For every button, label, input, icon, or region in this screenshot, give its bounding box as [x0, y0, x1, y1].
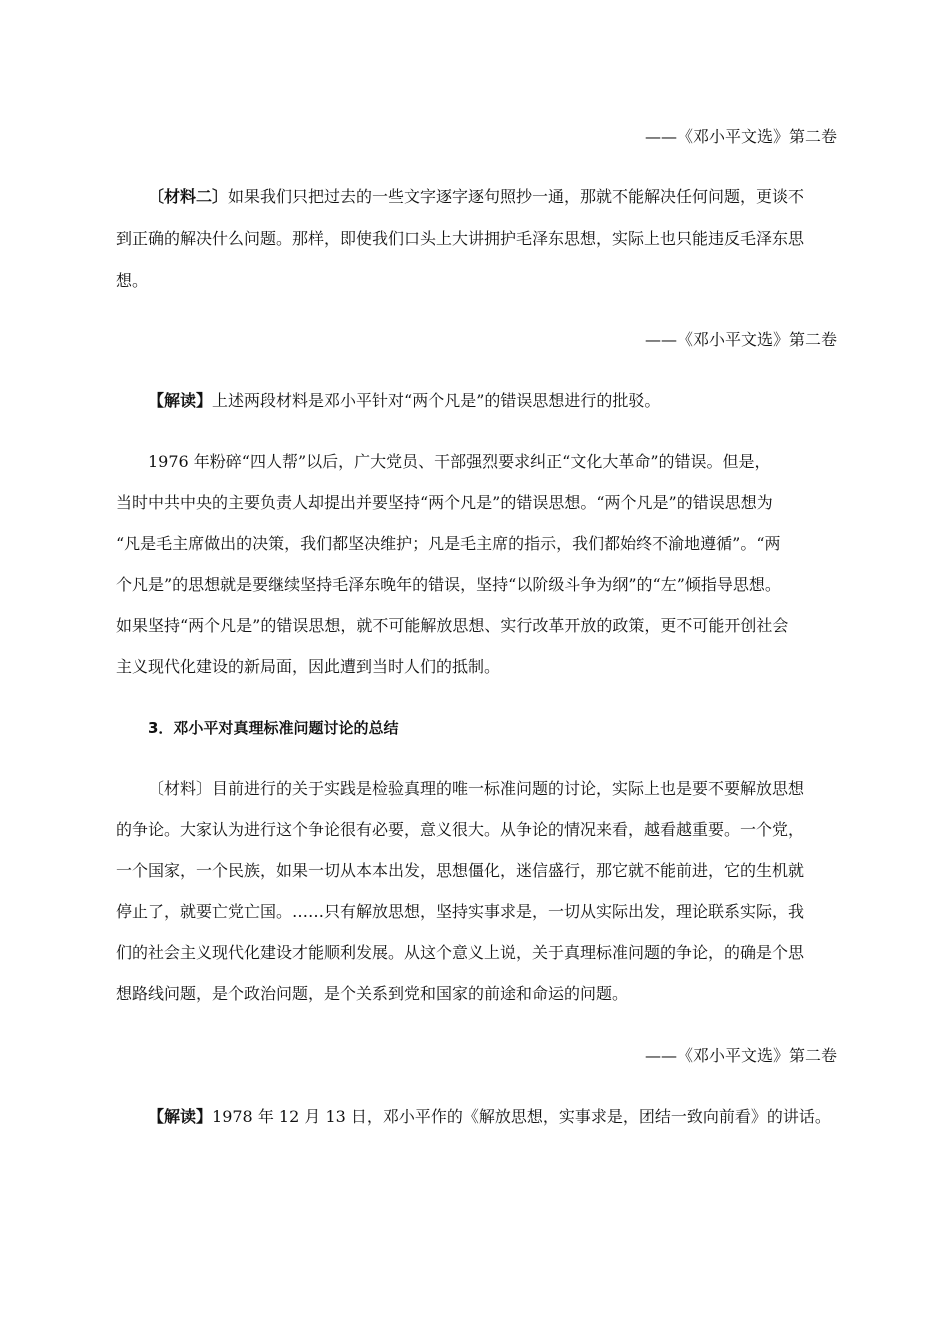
material-2-text-1: 如果我们只把过去的一些文字逐字逐句照抄一通，那就不能解决任何问题，更谈不: [228, 187, 805, 206]
interpretation-1-text: 上述两段材料是邓小平针对“两个凡是”的错误思想进行的批驳。: [212, 391, 661, 410]
paragraph-1976-line-1: 1976 年粉碎“四人帮”以后，广大党员、干部强烈要求纠正“文化大革命”的错误。但是，: [148, 452, 771, 471]
interpretation-2-label: 【解读】: [148, 1107, 213, 1126]
interpretation-1-label: 【解读】: [148, 391, 213, 410]
paragraph-1976-line-4: 个凡是”的思想就是要继续坚持毛泽东晚年的错误，坚持“以阶级斗争为纲”的“左”倾指导思想。: [116, 575, 781, 594]
material-3-line-4: 停止了，就要亡党亡国。……只有解放思想，坚持实事求是，一切从实际出发，理论联系实际，我: [116, 902, 805, 921]
paragraph-1976-line-5: 如果坚持“两个凡是”的错误思想，就不可能解放思想、实行改革开放的政策，更不可能开创社会: [116, 616, 789, 635]
material-2-line-3: 想。: [116, 271, 149, 290]
source-citation-3: ——《邓小平文选》第二卷: [644, 1046, 837, 1065]
paragraph-1976-line-3: “凡是毛主席做出的决策，我们都坚决维护；凡是毛主席的指示，我们都始终不渝地遵循”。“两: [116, 534, 781, 553]
material-3-line-3: 一个国家，一个民族，如果一切从本本出发，思想僵化，迷信盛行，那它就不能前进，它的生机就: [116, 861, 805, 880]
material-3-line-6: 想路线问题，是个政治问题，是个关系到党和国家的前途和命运的问题。: [116, 984, 629, 1003]
interpretation-2-text: 1978 年 12 月 13 日，邓小平作的《解放思想，实事求是，团结一致向前看》的讲话。: [212, 1107, 831, 1126]
material-2-line-1: [148, 185, 804, 209]
section-3-heading: 3．邓小平对真理标准问题讨论的总结: [148, 719, 399, 737]
interpretation-1: [148, 389, 660, 413]
interpretation-2: [148, 1105, 831, 1129]
source-citation-1: ——《邓小平文选》第二卷: [644, 127, 837, 146]
material-2-line-2: 到正确的解决什么问题。那样，即使我们口头上大讲拥护毛泽东思想，实际上也只能违反毛泽东思: [116, 229, 805, 248]
paragraph-1976-line-2: 当时中共中央的主要负责人却提出并要坚持“两个凡是”的错误思想。“两个凡是”的错误思想为: [116, 493, 773, 512]
material-3-text-1: 目前进行的关于实践是检验真理的唯一标准问题的讨论，实际上也是要不要解放思想: [212, 779, 805, 798]
material-3-line-1: [148, 777, 804, 801]
paragraph-1976-line-6: 主义现代化建设的新局面，因此遭到当时人们的抵制。: [116, 657, 501, 676]
material-2-label: 〔材料二〕: [148, 187, 229, 206]
material-3-line-5: 们的社会主义现代化建设才能顺利发展。从这个意义上说，关于真理标准问题的争论，的确是个思: [116, 943, 805, 962]
material-3-line-2: 的争论。大家认为进行这个争论很有必要，意义很大。从争论的情况来看，越看越重要。一个党，: [116, 820, 805, 839]
material-3-label: 〔材料〕: [148, 779, 213, 798]
source-citation-2: ——《邓小平文选》第二卷: [644, 330, 837, 349]
